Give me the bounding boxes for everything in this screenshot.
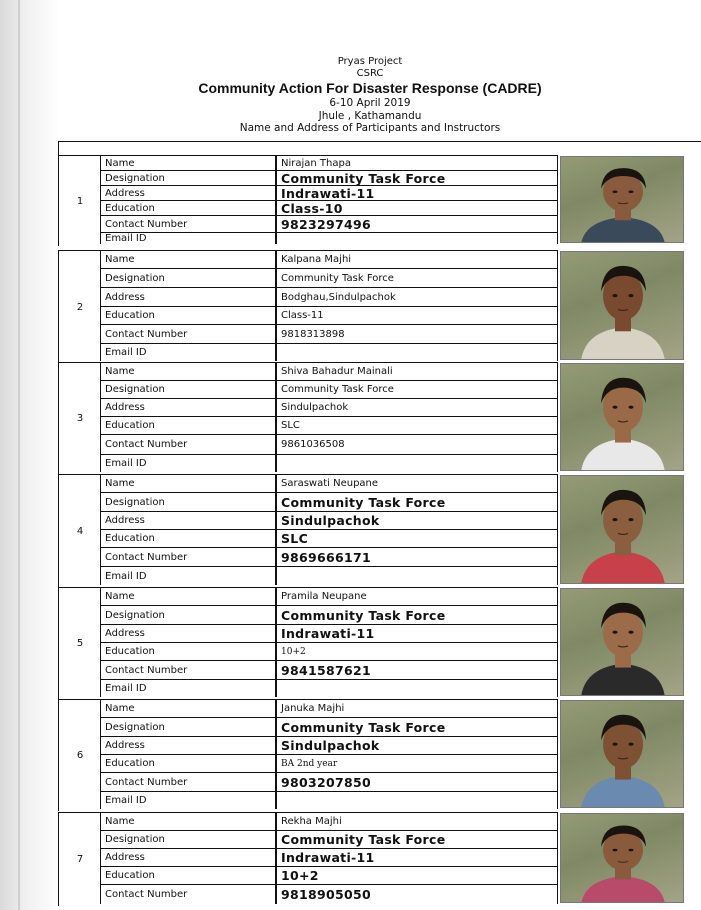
field-label: Name bbox=[100, 155, 276, 170]
participant-record bbox=[58, 362, 701, 472]
field-label: Name bbox=[100, 362, 276, 380]
participant-photo bbox=[560, 156, 684, 243]
field-label: Education bbox=[100, 416, 276, 434]
field-label: Contact Number bbox=[100, 660, 276, 679]
portrait-icon bbox=[561, 252, 684, 360]
table-header-gap bbox=[58, 142, 701, 155]
field-label: Contact Number bbox=[100, 434, 276, 454]
field-value-address: Sindulpachok bbox=[276, 398, 558, 416]
field-value-email bbox=[276, 791, 558, 809]
document-subtitle: Name and Address of Participants and Instructors bbox=[239, 122, 501, 134]
portrait-icon bbox=[561, 814, 684, 903]
field-label: Name bbox=[100, 587, 276, 605]
field-labels bbox=[100, 812, 276, 904]
field-value-address: Bodghau,Sindulpachok bbox=[276, 287, 558, 306]
field-value-education: 10+2 bbox=[276, 642, 558, 660]
portrait-icon bbox=[561, 157, 684, 243]
field-label: Address bbox=[100, 511, 276, 529]
field-label: Name bbox=[100, 699, 276, 717]
field-label: Email ID bbox=[100, 566, 276, 585]
field-label: Education bbox=[100, 306, 276, 324]
photo-cell bbox=[558, 812, 686, 904]
participant-photo bbox=[560, 251, 684, 360]
field-value-designation: Community Task Force bbox=[276, 492, 558, 511]
field-label: Designation bbox=[100, 492, 276, 511]
participant-record bbox=[58, 474, 701, 585]
field-value-contact: 9841587621 bbox=[276, 660, 558, 679]
org-name: CSRC bbox=[356, 68, 384, 79]
field-label: Name bbox=[100, 474, 276, 492]
field-value-education: Class-11 bbox=[276, 306, 558, 324]
field-values bbox=[276, 250, 558, 361]
field-values bbox=[276, 155, 558, 244]
participant-photo bbox=[560, 813, 684, 903]
field-label: Contact Number bbox=[100, 772, 276, 791]
project-name: Pryas Project bbox=[337, 56, 403, 67]
field-value-name: Pramila Neupane bbox=[276, 587, 558, 605]
field-label: Designation bbox=[100, 268, 276, 287]
field-label: Designation bbox=[100, 170, 276, 185]
field-value-name: Kalpana Majhi bbox=[276, 250, 558, 268]
field-values bbox=[276, 587, 558, 697]
field-value-address: Sindulpachok bbox=[276, 511, 558, 529]
field-label: Contact Number bbox=[100, 324, 276, 343]
field-values bbox=[276, 362, 558, 472]
field-labels bbox=[100, 250, 276, 361]
serial-number: 1 bbox=[58, 155, 101, 246]
field-value-designation: Community Task Force bbox=[276, 268, 558, 287]
photo-cell bbox=[558, 362, 686, 472]
photo-cell bbox=[558, 587, 686, 697]
field-values bbox=[276, 474, 558, 585]
field-label: Education bbox=[100, 754, 276, 772]
field-value-email bbox=[276, 232, 558, 244]
field-label: Address bbox=[100, 736, 276, 754]
field-value-contact: 9861036508 bbox=[276, 434, 558, 454]
field-label: Designation bbox=[100, 605, 276, 624]
field-value-name: Nirajan Thapa bbox=[276, 155, 558, 170]
field-label: Education bbox=[100, 529, 276, 547]
participant-photo bbox=[560, 363, 684, 471]
field-value-contact: 9869666171 bbox=[276, 547, 558, 566]
field-value-contact: 9818313898 bbox=[276, 324, 558, 343]
field-value-contact: 9803207850 bbox=[276, 772, 558, 791]
field-label: Email ID bbox=[100, 791, 276, 809]
field-value-address: Indrawati-11 bbox=[276, 624, 558, 642]
field-value-address: Indrawati-11 bbox=[276, 185, 558, 200]
field-label: Name bbox=[100, 250, 276, 268]
participant-record bbox=[58, 699, 701, 809]
field-value-contact: 9818905050 bbox=[276, 884, 558, 904]
field-value-address: Sindulpachok bbox=[276, 736, 558, 754]
portrait-icon bbox=[561, 701, 684, 808]
serial-number: 4 bbox=[58, 474, 101, 587]
field-labels bbox=[100, 587, 276, 697]
field-value-education: Class-10 bbox=[276, 200, 558, 215]
field-label: Address bbox=[100, 398, 276, 416]
field-value-name: Shiva Bahadur Mainali bbox=[276, 362, 558, 380]
field-value-address: Indrawati-11 bbox=[276, 848, 558, 866]
portrait-icon bbox=[561, 476, 684, 584]
field-values bbox=[276, 699, 558, 809]
photo-cell bbox=[558, 474, 686, 585]
field-labels bbox=[100, 362, 276, 472]
field-value-email bbox=[276, 679, 558, 697]
field-value-designation: Community Task Force bbox=[276, 170, 558, 185]
field-label: Designation bbox=[100, 717, 276, 736]
field-label: Name bbox=[100, 812, 276, 830]
participant-record bbox=[58, 250, 701, 361]
serial-number: 2 bbox=[58, 250, 101, 363]
field-labels bbox=[100, 474, 276, 585]
field-label: Education bbox=[100, 200, 276, 215]
scan-page-edge bbox=[18, 0, 20, 910]
portrait-icon bbox=[561, 589, 684, 696]
participant-record bbox=[58, 812, 701, 904]
participant-photo bbox=[560, 475, 684, 584]
field-value-name: Januka Majhi bbox=[276, 699, 558, 717]
field-value-email bbox=[276, 454, 558, 472]
scan-shadow bbox=[0, 0, 60, 910]
event-location: Jhule , Kathamandu bbox=[318, 109, 422, 122]
field-value-education: BA 2nd year bbox=[276, 754, 558, 772]
field-value-designation: Community Task Force bbox=[276, 830, 558, 848]
field-label: Contact Number bbox=[100, 547, 276, 566]
field-label: Contact Number bbox=[100, 884, 276, 904]
event-dates: 6-10 April 2019 bbox=[329, 97, 411, 109]
participant-record bbox=[58, 587, 701, 697]
participant-record bbox=[58, 155, 701, 244]
field-value-contact: 9823297496 bbox=[276, 215, 558, 232]
serial-number: 3 bbox=[58, 362, 101, 474]
photo-cell bbox=[558, 699, 686, 809]
field-value-designation: Community Task Force bbox=[276, 717, 558, 736]
field-value-email bbox=[276, 566, 558, 585]
field-label: Email ID bbox=[100, 679, 276, 697]
field-values bbox=[276, 812, 558, 904]
field-label: Address bbox=[100, 287, 276, 306]
field-label: Education bbox=[100, 642, 276, 660]
field-value-education: SLC bbox=[276, 416, 558, 434]
participant-photo bbox=[560, 588, 684, 696]
field-value-email bbox=[276, 343, 558, 361]
field-value-name: Rekha Majhi bbox=[276, 812, 558, 830]
serial-number: 6 bbox=[58, 699, 101, 811]
document-header bbox=[160, 56, 580, 135]
field-value-name: Saraswati Neupane bbox=[276, 474, 558, 492]
field-label: Designation bbox=[100, 380, 276, 398]
photo-cell bbox=[558, 155, 686, 244]
field-label: Address bbox=[100, 624, 276, 642]
field-value-education: SLC bbox=[276, 529, 558, 547]
field-value-designation: Community Task Force bbox=[276, 605, 558, 624]
portrait-icon bbox=[561, 364, 684, 471]
field-label: Designation bbox=[100, 830, 276, 848]
field-labels bbox=[100, 699, 276, 809]
field-label: Address bbox=[100, 185, 276, 200]
field-label: Email ID bbox=[100, 343, 276, 361]
serial-number: 7 bbox=[58, 812, 101, 906]
field-value-designation: Community Task Force bbox=[276, 380, 558, 398]
field-label: Email ID bbox=[100, 232, 276, 244]
photo-cell bbox=[558, 250, 686, 361]
field-value-education: 10+2 bbox=[276, 866, 558, 884]
field-label: Address bbox=[100, 848, 276, 866]
field-labels bbox=[100, 155, 276, 244]
document-title: Community Action For Disaster Response (CADRE) bbox=[198, 80, 542, 96]
serial-number: 5 bbox=[58, 587, 101, 699]
field-label: Education bbox=[100, 866, 276, 884]
participant-photo bbox=[560, 700, 684, 808]
field-label: Email ID bbox=[100, 454, 276, 472]
field-label: Contact Number bbox=[100, 215, 276, 232]
